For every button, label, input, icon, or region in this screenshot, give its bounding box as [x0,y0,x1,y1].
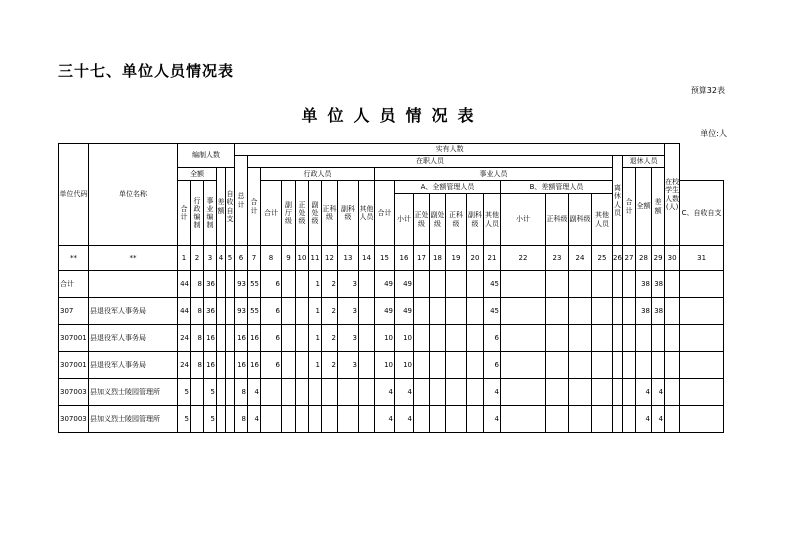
column-number-cell: 28 [636,246,652,271]
table-row [59,298,724,325]
header-career-staffing: 事业编制 [204,181,217,246]
value-cell [414,325,430,352]
value-cell: 8 [235,406,248,433]
value-cell [282,352,296,379]
value-cell: 4 [248,406,261,433]
value-cell [569,379,592,406]
value-cell: 1 [309,325,322,352]
value-cell: 10 [395,352,414,379]
value-cell: 6 [261,271,282,298]
column-number-cell: 25 [592,246,613,271]
value-cell: 2 [322,298,338,325]
unit-name-cell: 县退役军人事务局 [89,325,178,352]
header-career-total: 合计 [375,181,395,246]
value-cell [467,298,484,325]
header-retired: 退休人员 [623,156,665,168]
value-cell [613,406,623,433]
value-cell: 6 [261,325,282,352]
value-cell [501,271,546,298]
value-cell [680,271,724,298]
value-cell: 4 [484,406,501,433]
column-number-cell: 15 [375,246,395,271]
value-cell [414,352,430,379]
value-cell [430,325,446,352]
value-cell: 5 [204,379,217,406]
unit-name-cell [89,271,178,298]
value-cell [592,298,613,325]
value-cell: 45 [484,271,501,298]
value-cell [446,271,467,298]
value-cell: 16 [204,352,217,379]
value-cell: 5 [178,379,191,406]
value-cell [282,406,296,433]
column-number-cell: 11 [309,246,322,271]
header-deputy-dept: 副厅级 [282,181,296,246]
value-cell: 49 [395,298,414,325]
value-cell [613,379,623,406]
value-cell [359,271,375,298]
value-cell [592,271,613,298]
value-cell [680,325,724,352]
header-unit-name: 单位名称 [89,144,178,246]
value-cell [467,271,484,298]
column-number-cell: 30 [665,246,680,271]
value-cell [665,298,680,325]
value-cell [217,406,226,433]
header-admin-subtotal: 合计 [261,181,282,246]
personnel-table [58,143,724,433]
value-cell: 8 [235,379,248,406]
column-number-cell: 19 [446,246,467,271]
value-cell [296,352,309,379]
value-cell [665,352,680,379]
table-row [59,325,724,352]
value-cell: 3 [338,271,359,298]
value-cell [430,379,446,406]
column-number-cell: 14 [359,246,375,271]
value-cell [613,325,623,352]
value-cell: 36 [204,271,217,298]
header-a-section-chief: 正处级 [414,194,430,246]
value-cell [430,298,446,325]
value-cell: 4 [395,379,414,406]
column-number-cell: 2 [191,246,204,271]
value-cell [446,379,467,406]
unit-code-cell: 307 [59,298,89,325]
value-cell [546,271,569,298]
header-group-c: C、自收自支 [680,181,724,246]
unit-name-cell: 县加义烈士陵园管理所 [89,379,178,406]
value-cell: 1 [309,352,322,379]
table-title: 单位人员情况表 [301,106,484,125]
header-staffing: 编制人数 [178,144,235,168]
value-cell [430,406,446,433]
table-row [59,379,724,406]
value-cell [623,352,636,379]
header-division-chief: 正科级 [322,181,338,246]
value-cell: 45 [484,298,501,325]
value-cell: 8 [191,352,204,379]
section-heading: 三十七、单位人员情况表 [58,62,235,80]
form-number: 预算32表 [690,86,725,95]
value-cell [665,271,680,298]
value-cell [414,298,430,325]
header-b-division-chief: 正科级 [546,194,569,246]
value-cell [226,406,235,433]
column-number-cell: 6 [235,246,248,271]
value-cell [546,406,569,433]
value-cell [569,352,592,379]
header-a-division-chief: 正科级 [446,194,467,246]
table-row [59,406,724,433]
value-cell [652,325,665,352]
header-deputy-section: 副处级 [309,181,322,246]
column-number-cell: 9 [282,246,296,271]
value-cell: 24 [178,325,191,352]
value-cell [613,271,623,298]
value-cell [309,406,322,433]
value-cell [623,271,636,298]
value-cell [414,271,430,298]
value-cell [636,352,652,379]
header-a-deputy-section: 副处级 [430,194,446,246]
value-cell: 55 [248,271,261,298]
value-cell: 4 [375,406,395,433]
value-cell: 8 [191,271,204,298]
header-retired-full: 全额 [636,168,652,246]
value-cell [226,379,235,406]
value-cell: 49 [375,271,395,298]
value-cell: 38 [636,298,652,325]
value-cell: 49 [375,298,395,325]
unit-code-cell: 307003 [59,406,89,433]
value-cell: 8 [191,298,204,325]
value-cell [296,271,309,298]
value-cell: 3 [338,325,359,352]
header-b-other: 其他人员 [592,194,613,246]
value-cell [501,406,546,433]
value-cell: 49 [395,271,414,298]
header-admin-staffing: 行政编制 [191,181,204,246]
value-cell: 38 [652,298,665,325]
value-cell [359,352,375,379]
column-number-cell: 24 [569,246,592,271]
value-cell [430,352,446,379]
unit-name-cell: 县退役军人事务局 [89,298,178,325]
column-number-cell: 3 [204,246,217,271]
value-cell [569,406,592,433]
value-cell: 3 [338,352,359,379]
header-retired-grant: 差额 [652,168,665,246]
value-cell: 93 [235,271,248,298]
value-cell [359,325,375,352]
value-cell: 93 [235,298,248,325]
header-deputy-division: 副科级 [338,181,359,246]
value-cell [226,325,235,352]
value-cell [665,379,680,406]
value-cell: 55 [248,298,261,325]
value-cell [359,298,375,325]
value-cell [309,379,322,406]
value-cell: 3 [338,298,359,325]
column-number-cell: 7 [248,246,261,271]
unit-code-cell: 307001 [59,352,89,379]
value-cell [467,379,484,406]
value-cell: 16 [235,352,248,379]
column-number-row [59,246,724,271]
header-staffing-total: 合计 [178,181,191,246]
column-number-cell: 5 [226,246,235,271]
value-cell: 38 [652,271,665,298]
unit-code-cell: 合计 [59,271,89,298]
table-row [59,352,724,379]
value-cell: 1 [309,298,322,325]
value-cell [467,406,484,433]
value-cell [546,352,569,379]
header-a-subtotal: 小计 [395,194,414,246]
value-cell [665,325,680,352]
value-cell [282,325,296,352]
value-cell: 4 [652,406,665,433]
value-cell [322,379,338,406]
value-cell [569,325,592,352]
value-cell: 4 [652,379,665,406]
column-number-cell: 4 [217,246,226,271]
value-cell [191,406,204,433]
value-cell [191,379,204,406]
value-cell: 16 [235,325,248,352]
value-cell [623,406,636,433]
value-cell [446,325,467,352]
column-number-cell: 27 [623,246,636,271]
header-in-service-total: 合计 [248,168,261,246]
value-cell: 4 [248,379,261,406]
value-cell [359,406,375,433]
column-number-cell: 29 [652,246,665,271]
value-cell [665,406,680,433]
value-cell [613,352,623,379]
value-cell [623,298,636,325]
unit-name-cell: 县退役军人事务局 [89,352,178,379]
unit-name-cell: 县加义烈士陵园管理所 [89,406,178,433]
header-a-deputy-division: 副科级 [467,194,484,246]
value-cell [592,325,613,352]
value-cell: 5 [178,406,191,433]
header-full-funded: 全额 [178,168,217,181]
header-admin-personnel: 行政人员 [261,168,375,181]
value-cell [501,379,546,406]
value-cell: 16 [248,325,261,352]
value-cell [569,298,592,325]
column-number-cell: 26 [613,246,623,271]
header-career-personnel: 事业人员 [375,168,613,181]
value-cell [338,379,359,406]
value-cell [414,379,430,406]
value-cell [296,379,309,406]
value-cell: 8 [191,325,204,352]
value-cell [414,406,430,433]
unit-code-cell: 307001 [59,325,89,352]
header-retired-total: 合计 [623,168,636,246]
value-cell: 10 [375,352,395,379]
value-cell [446,352,467,379]
value-cell: 1 [309,271,322,298]
value-cell: 5 [204,406,217,433]
value-cell [282,271,296,298]
value-cell [282,298,296,325]
column-number-cell: ** [89,246,178,271]
header-self-funded: 自收自支 [226,168,235,246]
header-b-subtotal: 小计 [501,194,546,246]
value-cell: 6 [484,325,501,352]
column-number-cell: 21 [484,246,501,271]
header-grant: 差额 [217,168,226,246]
value-cell [217,352,226,379]
value-cell [296,325,309,352]
value-cell [636,325,652,352]
value-cell: 4 [395,406,414,433]
value-cell [446,406,467,433]
value-cell [623,379,636,406]
value-cell [569,271,592,298]
value-cell [467,325,484,352]
header-retired-off: 离休人员 [613,156,623,246]
value-cell [322,406,338,433]
value-cell: 16 [248,352,261,379]
header-unit-code: 单位代码 [59,144,89,246]
table-row [59,271,724,298]
column-number-cell: 20 [467,246,484,271]
value-cell: 6 [261,298,282,325]
column-number-cell: 1 [178,246,191,271]
value-cell [680,352,724,379]
column-number-cell: ** [59,246,89,271]
value-cell [217,271,226,298]
value-cell [282,379,296,406]
value-cell [623,325,636,352]
value-cell [592,352,613,379]
value-cell [546,325,569,352]
value-cell [217,298,226,325]
column-number-cell: 16 [395,246,414,271]
value-cell: 38 [636,271,652,298]
header-actual: 实有人数 [235,144,665,156]
value-cell [446,298,467,325]
value-cell [217,379,226,406]
value-cell [226,352,235,379]
value-cell [467,352,484,379]
value-cell [592,379,613,406]
header-grand-total: 总计 [235,156,248,246]
unit-label: 单位:人 [700,129,727,138]
value-cell [613,298,623,325]
value-cell [592,406,613,433]
value-cell: 16 [204,325,217,352]
header-group-b: B、差额管理人员 [501,181,613,194]
value-cell: 10 [395,325,414,352]
value-cell: 4 [636,379,652,406]
value-cell: 44 [178,298,191,325]
value-cell: 10 [375,325,395,352]
value-cell: 4 [484,379,501,406]
value-cell [680,406,724,433]
value-cell [261,406,282,433]
column-number-cell: 17 [414,246,430,271]
value-cell [652,352,665,379]
value-cell [546,298,569,325]
value-cell [226,271,235,298]
header-b-deputy-division: 副科级 [569,194,592,246]
value-cell [546,379,569,406]
value-cell [261,379,282,406]
value-cell: 44 [178,271,191,298]
value-cell: 24 [178,352,191,379]
value-cell [501,325,546,352]
value-cell: 6 [261,352,282,379]
value-cell [217,325,226,352]
value-cell: 4 [375,379,395,406]
value-cell [680,298,724,325]
value-cell: 6 [484,352,501,379]
value-cell [501,352,546,379]
value-cell: 2 [322,352,338,379]
column-number-cell: 10 [296,246,309,271]
value-cell [501,298,546,325]
header-group-a: A、全额管理人员 [395,181,501,194]
header-a-other: 其他人员 [484,194,501,246]
value-cell [430,271,446,298]
value-cell: 2 [322,271,338,298]
value-cell: 4 [636,406,652,433]
value-cell: 36 [204,298,217,325]
header-other: 其他人员 [359,181,375,246]
value-cell [680,379,724,406]
header-section-chief: 正处级 [296,181,309,246]
column-number-cell: 22 [501,246,546,271]
value-cell [296,298,309,325]
column-number-cell: 12 [322,246,338,271]
value-cell [338,406,359,433]
column-number-cell: 18 [430,246,446,271]
value-cell: 2 [322,325,338,352]
column-number-cell: 31 [680,246,724,271]
column-number-cell: 13 [338,246,359,271]
value-cell [359,379,375,406]
header-students: 在校学生人数(人) [665,144,680,246]
column-number-cell: 23 [546,246,569,271]
header-in-service: 在职人员 [248,156,613,168]
column-number-cell: 8 [261,246,282,271]
unit-code-cell: 307003 [59,379,89,406]
value-cell [226,298,235,325]
value-cell [296,406,309,433]
